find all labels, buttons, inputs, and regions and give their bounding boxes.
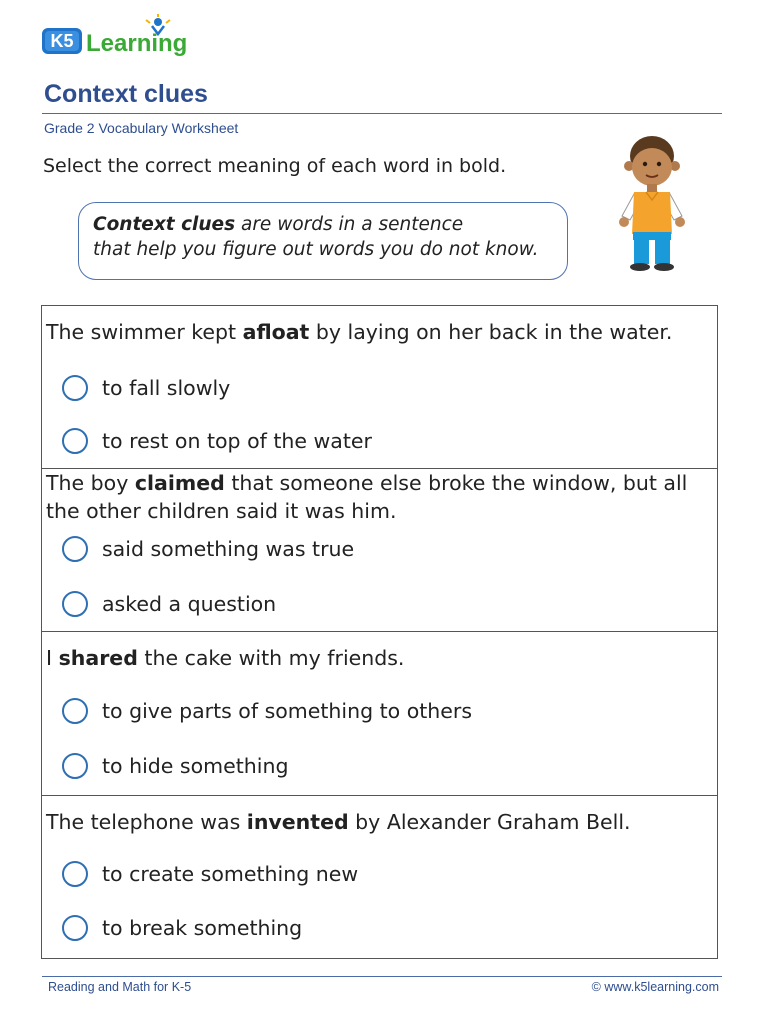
radio-circle[interactable] (62, 428, 88, 454)
questions-table (41, 305, 718, 959)
footer-divider (42, 976, 722, 977)
page-title: Context clues (44, 80, 208, 108)
question-4 (41, 796, 718, 959)
question-4-text-before: The telephone was (46, 810, 247, 834)
question-3-stem (46, 644, 712, 672)
radio-circle[interactable] (62, 753, 88, 779)
question-1 (41, 305, 718, 469)
question-1-bold-word: afloat (242, 320, 310, 344)
question-3 (41, 632, 718, 796)
radio-circle[interactable] (62, 375, 88, 401)
question-2-bold-word: claimed (134, 471, 225, 495)
context-clues-callout (78, 202, 568, 280)
question-3-text-after: the cake with my friends. (137, 646, 405, 670)
option-label: to hide something (102, 754, 289, 778)
question-1-option-1[interactable] (62, 373, 230, 403)
question-4-option-1[interactable] (62, 859, 358, 889)
option-label: to fall slowly (102, 376, 231, 400)
radio-circle[interactable] (62, 536, 88, 562)
radio-circle[interactable] (62, 698, 88, 724)
k5-learning-logo (40, 14, 204, 60)
callout-bold-term: Context clues (93, 214, 236, 235)
question-2 (41, 469, 718, 632)
question-2-option-2[interactable] (62, 589, 276, 619)
radio-circle[interactable] (62, 591, 88, 617)
question-4-text-after: by Alexander Graham Bell. (348, 810, 631, 834)
option-label: said something was true (102, 537, 355, 561)
option-label: to break something (102, 916, 303, 940)
footer-tagline: Reading and Math for K-5 (48, 980, 192, 994)
page-subtitle: Grade 2 Vocabulary Worksheet (44, 120, 239, 136)
question-4-bold-word: invented (246, 810, 349, 834)
question-4-option-2[interactable] (62, 913, 302, 943)
question-2-option-1[interactable] (62, 534, 354, 564)
footer-website[interactable]: © www.k5learning.com (591, 980, 719, 994)
question-4-stem (46, 808, 712, 836)
logo-k5-text: K5 (50, 31, 74, 51)
question-1-stem (46, 318, 712, 346)
question-3-option-1[interactable] (62, 696, 472, 726)
radio-circle[interactable] (62, 915, 88, 941)
option-label: to create something new (102, 862, 359, 886)
question-1-text-before: The swimmer kept (46, 320, 243, 344)
callout-line-1 (93, 212, 553, 237)
option-label: to give parts of something to others (102, 699, 473, 723)
boy-illustration (612, 134, 692, 274)
callout-line-2: that help you figure out words you do not know. (93, 239, 539, 260)
question-3-bold-word: shared (58, 646, 138, 670)
question-1-text-after: by laying on her back in the water. (309, 320, 673, 344)
question-1-option-2[interactable] (62, 426, 372, 456)
option-label: asked a question (102, 592, 277, 616)
title-divider (42, 113, 722, 114)
option-label: to rest on top of the water (102, 429, 372, 453)
radio-circle[interactable] (62, 861, 88, 887)
question-2-text-before: The boy (46, 471, 135, 495)
question-3-text-before: I (46, 646, 59, 670)
callout-line-1-rest: are words in a sentence (235, 214, 464, 235)
instructions: Select the correct meaning of each word in bold. (43, 155, 507, 177)
logo-word-text: Learning (86, 30, 188, 57)
question-2-stem (46, 469, 712, 525)
question-3-option-2[interactable] (62, 751, 288, 781)
question-2-text-after: that someone else broke the window, but all the other children said it was him. (46, 471, 688, 523)
